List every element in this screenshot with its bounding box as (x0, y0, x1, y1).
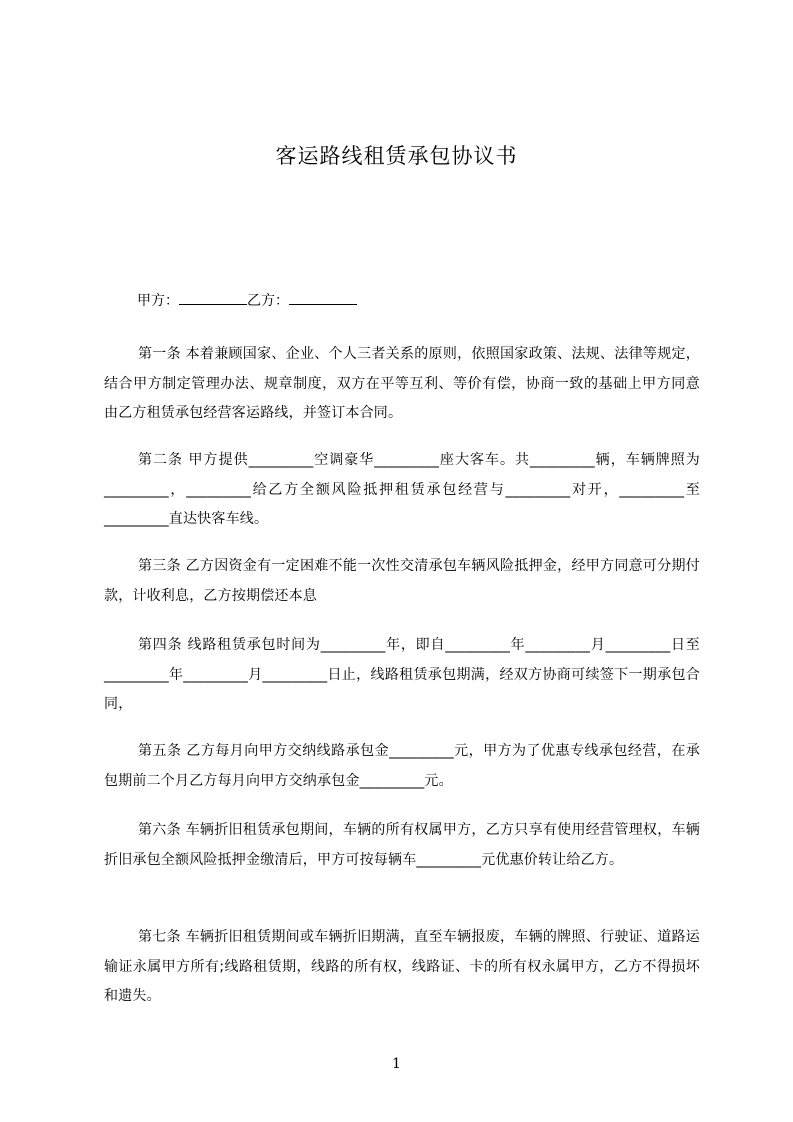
party-a-blank (179, 290, 247, 305)
article-6: 第六条 车辆折旧租赁承包期间，车辆的所有权属甲方，乙方只享有使用经营管理权，车辆折旧承包全额风险抵押金缴清后，甲方可按每辆车_________元优惠价转让给乙方。 (104, 822, 700, 868)
article-1: 第一条 本着兼顾国家、企业、个人三者关系的原则，依照国家政策、法规、法律等规定，结合甲方制定管理办法、规章制度，双方在平等互利、等价有偿，协商一致的基础上甲方同意由乙方租赁承包经营客运路线，并签订本合同。 (104, 346, 700, 421)
article-2: 第二条 甲方提供_________空调豪华_________座大客车。共_________辆，车辆牌照为_________，_________给乙方全额风险抵押租赁承包经营与_________对开，_________至_________直达快客车线。 (104, 452, 700, 527)
document-title: 客运路线租赁承包协议书 (275, 144, 518, 168)
article-7: 第七条 车辆折旧租赁期间或车辆折旧期满，直至车辆报废，车辆的牌照、行驶证、道路运输证永属甲方所有;线路租赁期，线路的所有权，线路证、卡的所有权永属甲方，乙方不得损坏和遗失。 (104, 929, 700, 1004)
party-a-label: 甲方： (137, 293, 179, 309)
parties-line (137, 290, 357, 311)
article-5: 第五条 乙方每月向甲方交纳线路承包金_________元，甲方为了优惠专线承包经营，在承包期前二个月乙方每月向甲方交纳承包金_________元。 (104, 743, 700, 789)
page-number: 1 (392, 1056, 401, 1072)
article-3: 第三条 乙方因资金有一定困难不能一次性交清承包车辆风险抵押金，经甲方同意可分期付款，计收利息，乙方按期偿还本息 (104, 558, 700, 604)
party-b-label: 乙方： (247, 293, 289, 309)
article-4: 第四条 线路租赁承包时间为_________年，即自_________年_________月_________日至_________年_________月_________日止，线路租赁承包期满，经双方协商可续签下一期承包合同， (104, 637, 700, 712)
party-b-blank (289, 290, 357, 305)
